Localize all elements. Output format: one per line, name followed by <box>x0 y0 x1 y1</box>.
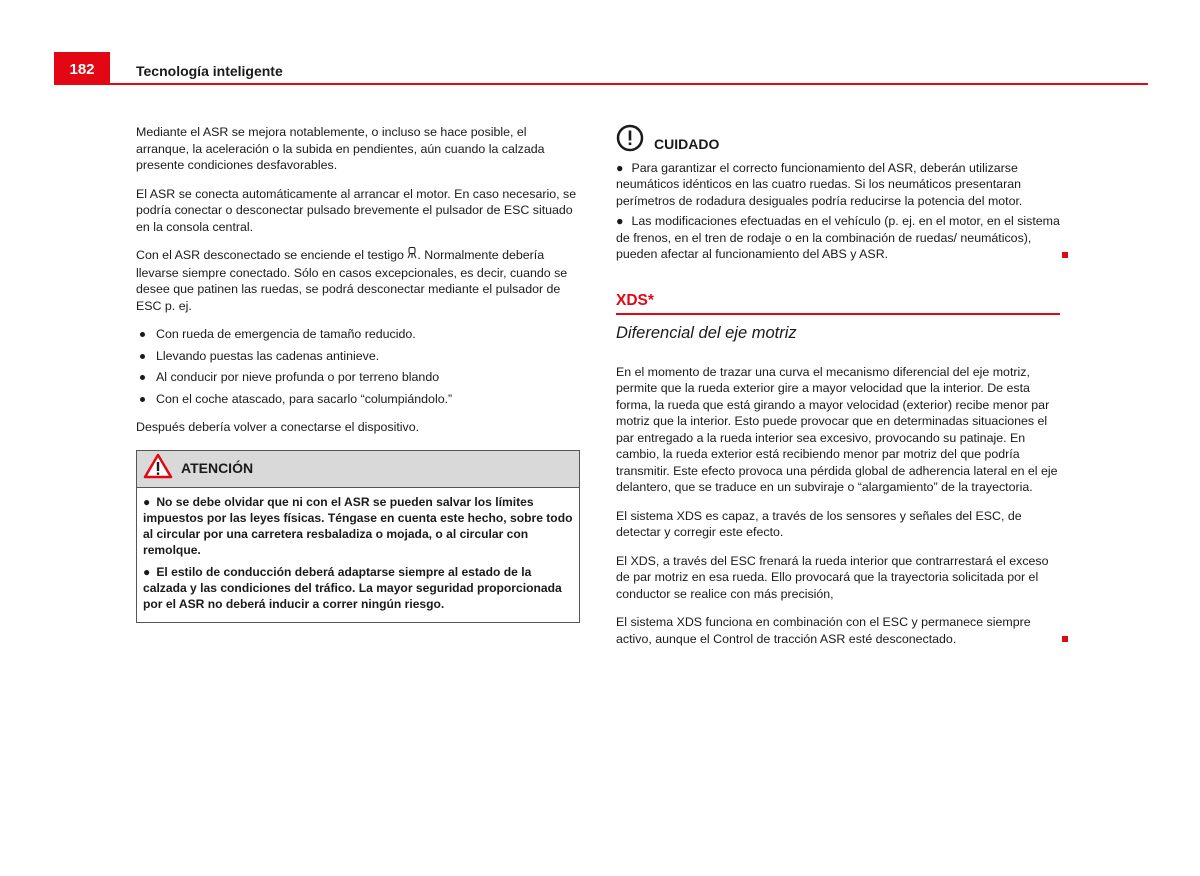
bullet-icon: ● <box>616 160 624 175</box>
paragraph-asr-lamp-b: . Normalmente debería llevarse siempre conectado. Sólo en casos excepcionales, es decir, cuando se desee que patinen las ruedas, se podrá desconectar mediante el pulsador de ESC p. ej. <box>136 248 568 313</box>
section-subtitle: Diferencial del eje motriz <box>616 324 797 342</box>
caution-title: CUIDADO <box>654 136 720 152</box>
list-item: Con rueda de emergencia de tamaño reducido. <box>136 326 580 343</box>
page-number <box>54 52 110 84</box>
warning-title: ATENCIÓN <box>181 460 254 477</box>
paragraph-xds-active <box>616 614 1060 647</box>
left-column <box>136 124 580 623</box>
warning-item <box>143 564 573 613</box>
list-item: Al conducir por nieve profunda o por terreno blando <box>136 369 580 386</box>
bullet-icon: ● <box>143 564 151 579</box>
paragraph-asr-lamp <box>136 247 580 314</box>
warning-item-text: No se debe olvidar que ni con el ASR se pueden salvar los límites impuestos por las leyes físicas. Téngase en cuenta este hecho, sobre todo al circular por una carretera resbaladiza o mojada, o al circular con remolque. <box>143 494 573 558</box>
warning-header <box>137 451 579 488</box>
paragraph-asr-activation: El ASR se conecta automáticamente al arrancar el motor. En caso necesario, se podría conectar o desconectar pulsado brevemente el pulsador de ESC situado en la consola central. <box>136 186 577 234</box>
paragraph-asr-lamp-a: Con el ASR desconectado se enciende el testigo <box>136 248 408 262</box>
list-item: Con el coche atascado, para sacarlo “columpiándolo.” <box>136 391 580 408</box>
warning-body <box>137 488 579 622</box>
right-column <box>616 124 1060 659</box>
caution-circle-icon <box>616 124 644 157</box>
paragraph-xds-brake: El XDS, a través del ESC frenará la rueda interior que contrarrestará el exceso de par motriz en esa rueda. Ello provocará que la trayectoria solicitada por el conductor se realice con más precisión, <box>616 553 1049 601</box>
page-number-text: 182 <box>69 61 95 78</box>
end-of-section-marker <box>1062 252 1068 258</box>
bullet-icon: ● <box>616 214 624 228</box>
caution-header <box>616 124 1060 157</box>
end-of-section-marker <box>1062 636 1068 642</box>
list-item: Llevando puestas las cadenas antinieve. <box>136 348 580 365</box>
warning-box <box>136 450 580 623</box>
warning-item-text: El estilo de conducción deberá adaptarse siempre al estado de la calzada y las condiciones del tráfico. La mayor seguridad proporcionada por el ASR no deberá inducir a correr ningún riesgo. <box>143 564 562 612</box>
paragraph-differential: En el momento de trazar una curva el mecanismo diferencial del eje motriz, permite que la rueda exterior gire a mayor velocidad que la interior. De esta forma, la rueda que está girando a mayor velocidad (exterior) recibe menor par motriz que la interior. Esto puede provocar que en determinadas situaciones el par entregado a la rueda interior sea excesivo, provocando su patinaje. En cambio, la rueda exterior está recibiendo menor par motriz del que podría transmitir. Este efecto provoca una pérdida global de adherencia lateral en el eje delantero, que se traduce en un subviraje o “alargamiento” de la trayectoria. <box>616 364 1058 494</box>
section-title: XDS* <box>616 293 1060 316</box>
warning-item <box>143 494 573 559</box>
paragraph-reconnect: Después debería volver a conectarse el dispositivo. <box>136 420 420 434</box>
paragraph-asr-intro: Mediante el ASR se mejora notablemente, o incluso se hace posible, el arranque, la aceleración o la subida en pendientes, aún cuando la calzada presente condiciones desfavorables. <box>136 125 545 172</box>
caution-item-text: Para garantizar el correcto funcionamiento del ASR, deberán utilizarse neumáticos idénticos en las cuatro ruedas. Si los neumáticos presentaran perímetros de rodadura desiguales podría reducirse la potencia del motor. <box>616 160 1023 208</box>
asr-warning-lamp-icon <box>407 250 417 262</box>
warning-triangle-icon <box>143 453 173 484</box>
bullet-icon: ● <box>143 494 151 509</box>
caution-item <box>616 160 1060 210</box>
paragraph-xds-active-text: El sistema XDS funciona en combinación con el ESC y permanece siempre activo, aunque el Control de tracción ASR esté desconectado. <box>616 615 1031 646</box>
header-divider <box>54 83 1148 85</box>
caution-item-text: Las modificaciones efectuadas en el vehículo (p. ej. en el motor, en el sistema de frenos, en el tren de rodaje o en la combinación de ruedas/ neumáticos), pueden afectar al funcionamiento del ABS y ASR. <box>616 214 1060 261</box>
caution-item <box>616 213 1060 263</box>
paragraph-xds-detect: El sistema XDS es capaz, a través de los sensores y señales del ESC, de detectar y corregir este efecto. <box>616 508 1022 539</box>
conditions-list <box>136 326 580 407</box>
chapter-title: Tecnología inteligente <box>136 63 283 79</box>
